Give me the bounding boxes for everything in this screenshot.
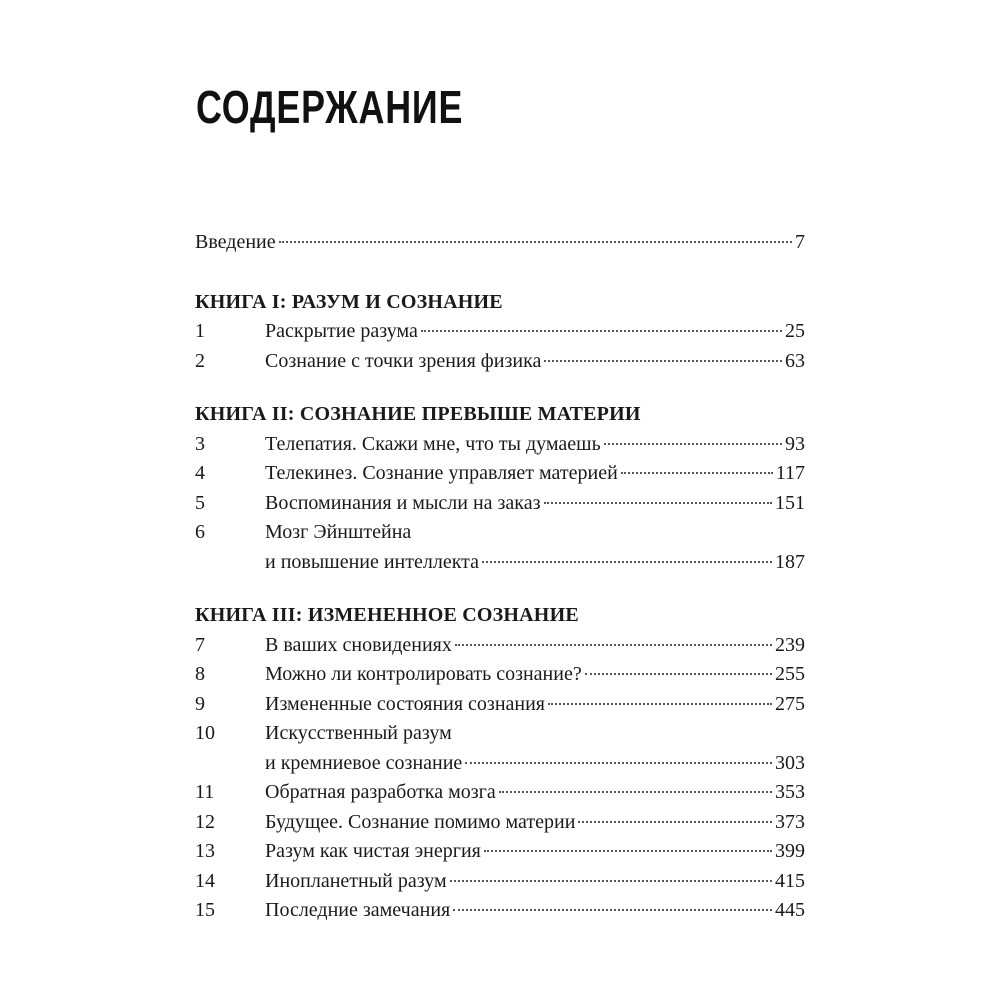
page-number: 7 [795, 231, 805, 253]
chapter-number: 8 [195, 663, 205, 685]
chapter-number: 7 [195, 633, 205, 656]
chapter-title: Сознание с точки зрения физика [265, 349, 542, 372]
page-number: 63 [785, 349, 805, 372]
toc-entry-chapter-11[interactable] [195, 778, 805, 808]
chapter-title: Телепатия. Скажи мне, что ты думаешь [265, 432, 601, 455]
page-number: 151 [775, 491, 805, 514]
page-number: 303 [775, 751, 805, 774]
chapter-number: 2 [195, 349, 205, 372]
dot-leader [453, 909, 772, 911]
table-of-contents [195, 228, 805, 950]
toc-entry-chapter-9[interactable] [195, 690, 805, 720]
dot-leader [484, 850, 772, 852]
book-heading: КНИГА I: РАЗУМ И СОЗНАНИЕ [195, 290, 503, 313]
dot-leader [482, 561, 772, 563]
dot-leader [421, 330, 782, 332]
chapter-number: 15 [195, 899, 215, 921]
chapter-number: 13 [195, 840, 215, 862]
chapter-title: Инопланетный разум [265, 869, 447, 892]
toc-entry-chapter-2[interactable] [195, 347, 805, 377]
page-number: 373 [775, 810, 805, 833]
chapter-title: В ваших сновидениях [265, 633, 452, 656]
book-heading: КНИГА III: ИЗМЕНЕННОЕ СОЗНАНИЕ [195, 604, 579, 626]
dot-leader [544, 360, 782, 362]
book-section-3 [195, 601, 805, 926]
page-number: 399 [775, 840, 805, 862]
toc-entry-chapter-12[interactable] [195, 808, 805, 838]
dot-leader [450, 880, 772, 882]
toc-entry-chapter-13[interactable] [195, 837, 805, 867]
dot-leader [544, 502, 773, 504]
book-heading: КНИГА II: СОЗНАНИЕ ПРЕВЫШЕ МАТЕРИИ [195, 403, 641, 425]
dot-leader [621, 472, 773, 474]
chapter-title: Разум как чистая энергия [265, 840, 481, 862]
toc-entry-chapter-10[interactable] [195, 719, 805, 749]
chapter-number: 6 [195, 521, 205, 543]
page-number: 255 [775, 663, 805, 685]
chapter-number: 14 [195, 869, 215, 892]
page-number: 93 [785, 432, 805, 455]
toc-entry-chapter-7[interactable] [195, 631, 805, 661]
chapter-title: Мозг Эйнштейна [265, 521, 412, 543]
page-number: 25 [785, 320, 805, 342]
toc-entry-chapter-6[interactable] [195, 518, 805, 548]
toc-entry-chapter-4[interactable] [195, 459, 805, 489]
chapter-title: Воспоминания и мысли на заказ [265, 491, 541, 514]
page-number: 445 [775, 899, 805, 921]
dot-leader [604, 443, 782, 445]
page-number: 187 [775, 550, 805, 573]
toc-entry-chapter-15[interactable] [195, 896, 805, 926]
chapter-number: 9 [195, 692, 205, 715]
toc-entry-chapter-1[interactable] [195, 317, 805, 347]
chapter-number: 5 [195, 491, 205, 514]
entry-title: Введение [195, 231, 276, 253]
toc-entry-chapter-10-continued[interactable] [195, 749, 805, 779]
toc-entry-introduction[interactable] [195, 228, 805, 258]
chapter-title: Можно ли контролировать сознание? [265, 663, 582, 685]
book-section-2 [195, 400, 805, 577]
page-number: 275 [775, 692, 805, 715]
page-number: 353 [775, 781, 805, 803]
chapter-number: 11 [195, 781, 215, 803]
dot-leader [499, 791, 772, 793]
toc-entry-chapter-14[interactable] [195, 867, 805, 897]
chapter-title: Раскрытие разума [265, 320, 418, 342]
toc-entry-chapter-5[interactable] [195, 489, 805, 519]
dot-leader [455, 644, 772, 646]
chapter-title: Телекинез. Сознание управляет материей [265, 462, 618, 484]
chapter-title-continued: и кремниевое сознание [265, 751, 463, 774]
dot-leader [548, 703, 772, 705]
page-title: СОДЕРЖАНИЕ [196, 81, 464, 133]
chapter-number: 4 [195, 462, 205, 484]
chapter-title: Последние замечания [265, 899, 451, 921]
chapter-number: 12 [195, 810, 215, 833]
chapter-title: Измененные состояния сознания [265, 692, 546, 715]
dot-leader [465, 762, 772, 764]
chapter-title: Обратная разработка мозга [265, 781, 496, 803]
page-number: 415 [775, 869, 805, 892]
page-number: 117 [775, 462, 805, 484]
chapter-number: 10 [195, 722, 215, 744]
dot-leader [279, 241, 792, 243]
chapter-title: Будущее. Сознание помимо материи [265, 810, 576, 833]
dot-leader [585, 673, 772, 675]
dot-leader [578, 821, 772, 823]
book-section-1 [195, 288, 805, 377]
toc-entry-chapter-3[interactable] [195, 430, 805, 460]
page-number: 239 [775, 633, 805, 656]
chapter-number: 1 [195, 320, 205, 342]
chapter-number: 3 [195, 432, 205, 455]
chapter-title: Искусственный разум [265, 722, 452, 744]
toc-entry-chapter-6-continued[interactable] [195, 548, 805, 578]
chapter-title-continued: и повышение интеллекта [265, 550, 480, 573]
toc-entry-chapter-8[interactable] [195, 660, 805, 690]
